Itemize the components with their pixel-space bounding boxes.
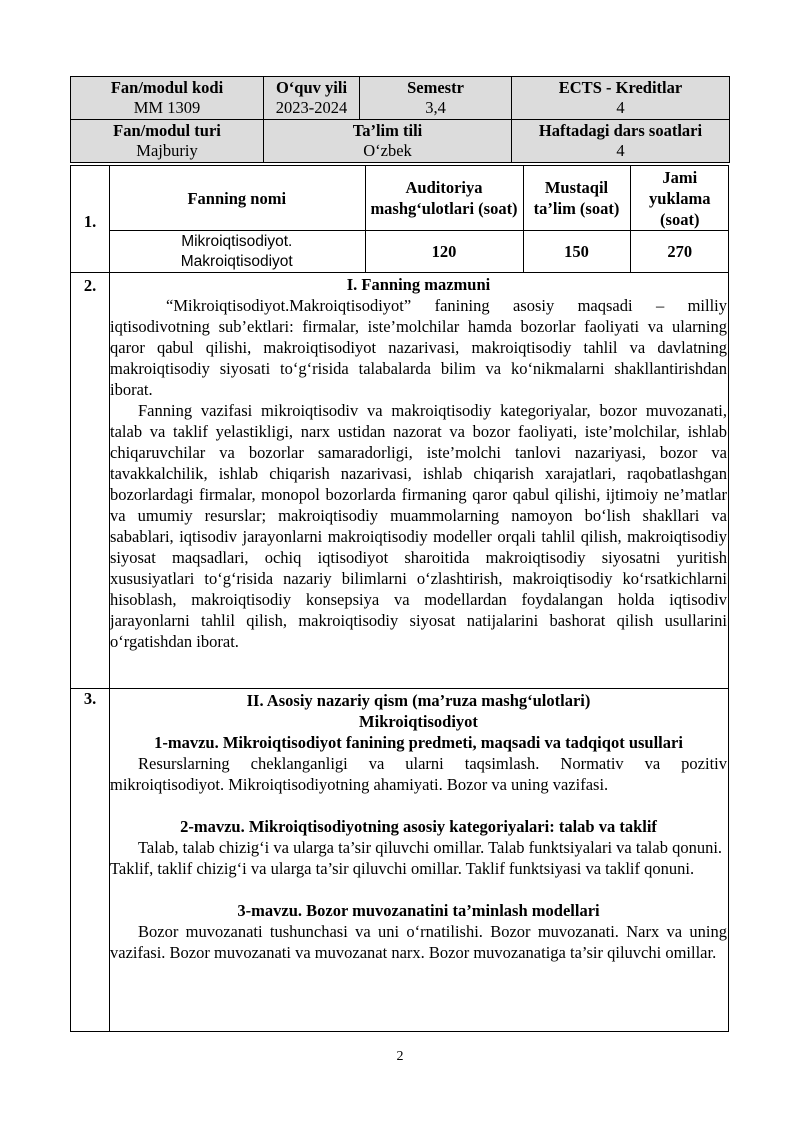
header-cell-modul-turi [71, 120, 264, 163]
header-label: Ta’lim tili [352, 121, 423, 140]
header-table [70, 76, 730, 163]
header-label: Fan/modul kodi [110, 78, 224, 97]
col-auditoriya: Auditoriya mashg‘ulotlari (soat) [365, 166, 523, 231]
row-divider [71, 688, 728, 689]
value-jami: 270 [630, 231, 729, 273]
col-fanning-nomi: Fanning nomi [187, 188, 287, 208]
header-value: Majburiy [136, 141, 198, 160]
col-jami: Jami yuklama (soat) [630, 166, 729, 231]
header-value: 3,4 [425, 98, 446, 117]
hours-value-row [109, 231, 729, 273]
topic-1-text: Resurslarning cheklanganligi va ularni taqsimlash. Normativ va pozitiv mikroiqtisodiyot. Mikroiqtisodiyotning ahamiyati. Bozor va uning vazifasi. [110, 754, 727, 794]
header-value: 4 [616, 141, 625, 160]
header-label: O‘quv yili [275, 78, 348, 97]
subject-name [109, 231, 365, 273]
value-mustaqil: 150 [523, 231, 630, 273]
topic-2-text: Talab, talab chizig‘i va ularga ta’sir qiluvchi omillar. Talab funktsiyalari va talab qonuni. Taklif, taklif chizig‘i va ularga ta’sir qiluvchi omillar. Taklif funktsiyasi va taklif qonuni. [110, 838, 723, 878]
header-value: 4 [616, 98, 625, 117]
header-label: Semestr [407, 78, 464, 97]
header-label: Fan/modul turi [113, 121, 221, 140]
section-2-title: I. Fanning mazmuni [346, 275, 491, 294]
header-cell-dars-soatlari [512, 120, 730, 163]
section-number-1: 1. [83, 212, 97, 231]
section-3-title: II. Asosiy nazariy qism (ma’ruza mashg‘ulotlari) [246, 691, 591, 710]
header-cell-semestr [360, 77, 512, 120]
header-row-1 [71, 77, 730, 120]
section-2-content [110, 274, 727, 652]
header-cell-modul-kodi [71, 77, 264, 120]
section-number-2: 2. [83, 276, 97, 295]
header-cell-oquv-yili [264, 77, 360, 120]
main-table [70, 165, 729, 1032]
header-value: O‘zbek [363, 141, 412, 160]
header-cell-talim-tili [264, 120, 512, 163]
topic-3-title: 3-mavzu. Bozor muvozanatini ta’minlash modellari [237, 901, 600, 920]
section-3-subtitle: Mikroiqtisodiyot [359, 712, 478, 731]
topic-1-title: 1-mavzu. Mikroiqtisodiyot fanining predmeti, maqsadi va tadqiqot usullari [154, 733, 683, 752]
col-mustaqil: Mustaqil ta’lim (soat) [523, 166, 630, 231]
hours-table [109, 166, 729, 272]
header-cell-ects [512, 77, 730, 120]
header-value: 2023-2024 [275, 98, 348, 117]
header-label: Haftadagi dars soatlari [538, 121, 703, 140]
subject-name-line: Mikroiqtisodiyot. [181, 232, 293, 250]
topic-3-text: Bozor muvozanati tushunchasi va uni o‘rnatilishi. Bozor muvozanati. Narx va uning vazifasi. Bozor muvozanati va muvozanat narx. Bozor muvozanatiga ta’sir qiluvchi omillar. [110, 922, 727, 962]
section-number-3: 3. [83, 689, 97, 708]
row-divider [71, 272, 728, 273]
section-2-paragraph-2: Fanning vazifasi mikroiqtisodiv va makroiqtisodiy kategoriyalar, bozor muvozanati, talab va taklif yelastikligi, narx ustidan nazorat va bozor faoliyati, iste’molchilar, ishlab chiqaruvchilar va bozorlar samaradorligi, iste’molchi tanlovi nazariyasi, bozor va tavakkalchilik, ishlab chiqarish nazarivasi, ishlab chiqarish xarajatlari, raqobatlashgan bozorlardagi firmalar, monopol bozorlarda firmaning qaror qabul qilishi, ijtimoiy ne’matlar va umumiy resurslar; makroiqtisodiy muammolarning namoyon bo‘lish shakllari va sabablari, iqtisodiv jarayonlarni makroiqtisodiy modeller orqali tahlil qilish, makroiqtisodiy siyosat maqsadlari, ochiq iqtisodiyot sharoitida makroiqtisodiy siyosatni yuritish xususiyatlari to‘g‘risida nazariy bilimlarni o‘zlashtirish, makroiqtisodiy ko‘rsatkichlarni hisoblash, makroiqtisodiy konsepsiya va modellardan foydalangan holda iqtisodiv jarayonlarni tahlil qilish, makroiqtisodiy siyosat natijalarini bashorat qilish usullarini o‘rgatishdan iborat. [110, 401, 727, 651]
topic-2-title: 2-mavzu. Mikroiqtisodiyotning asosiy kategoriyalari: talab va taklif [180, 817, 657, 836]
hours-header-row [109, 166, 729, 231]
header-row-2 [71, 120, 730, 163]
header-label: ECTS - Kreditlar [558, 78, 683, 97]
section-3-content [110, 690, 727, 963]
subject-name-line: Makroiqtisodiyot [180, 252, 293, 270]
value-auditoriya: 120 [365, 231, 523, 273]
page-number: 2 [396, 1049, 404, 1064]
header-value: MM 1309 [133, 98, 201, 117]
section-2-paragraph-1: “Mikroiqtisodiyot.Makroiqtisodiyot” fanining asosiy maqsadi – milliy iqtisodivotning sub’ektlari: firmalar, iste’molchilar hamda bozorlar faoliyati va ularning qaror qabul qilishi, makroiqtisodiyot nazarivasi, makroiqtisodiy tahlil va davlatning makroiqtisodiy siyosati to‘g‘risida talabalarda bilim va ko‘nikmalarni shakllantirishdan iborat. [110, 296, 727, 399]
